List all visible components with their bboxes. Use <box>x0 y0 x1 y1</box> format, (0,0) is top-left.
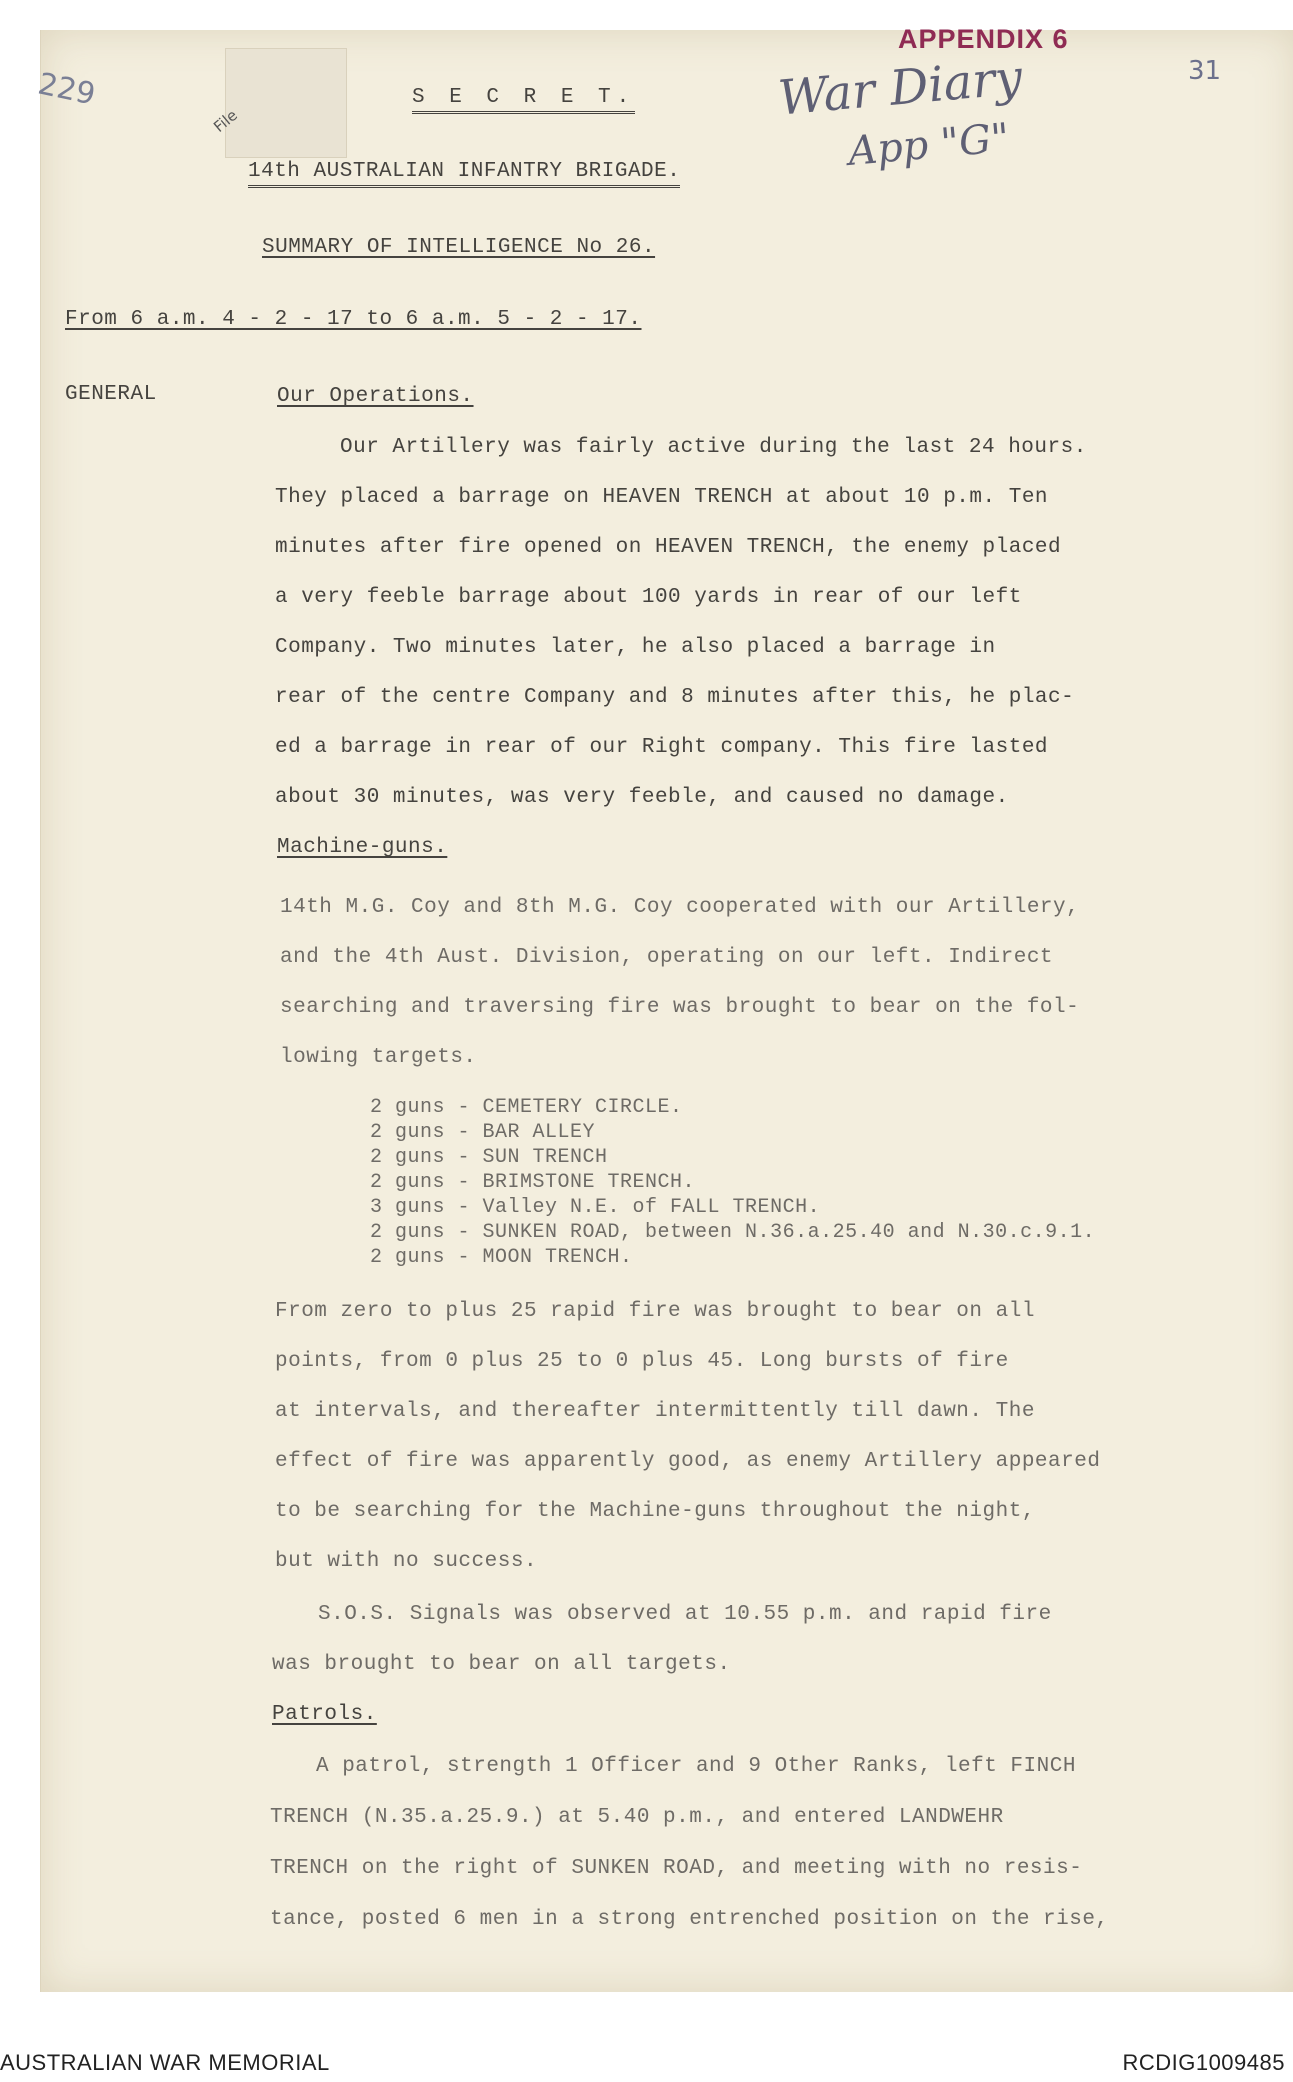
text-line: minutes after fire opened on HEAVEN TRENCH, the enemy placed <box>275 536 1062 559</box>
text-line: Company. Two minutes later, he also placed a barrage in <box>275 636 996 659</box>
target-item: 2 guns - MOON TRENCH. <box>370 1246 633 1269</box>
text-line: TRENCH on the right of SUNKEN ROAD, and meeting with no resis- <box>270 1857 1083 1880</box>
text-line: and the 4th Aust. Division, operating on our left. Indirect <box>280 946 1054 969</box>
text-line: TRENCH (N.35.a.25.9.) at 5.40 p.m., and entered LANDWEHR <box>270 1806 1004 1829</box>
text-line: to be searching for the Machine-guns throughout the night, <box>275 1500 1035 1523</box>
side-heading: GENERAL <box>65 383 157 406</box>
footer-institution: AUSTRALIAN WAR MEMORIAL <box>0 2050 330 2075</box>
text-line: but with no success. <box>275 1550 538 1573</box>
text-line: From zero to plus 25 rapid fire was brought to bear on all <box>275 1300 1035 1323</box>
text-line: lowing targets. <box>280 1046 477 1069</box>
text-line: tance, posted 6 men in a strong entrenched position on the rise, <box>270 1908 1109 1931</box>
archive-number: 229 <box>34 66 99 113</box>
text-line: about 30 minutes, was very feeble, and caused no damage. <box>275 786 1009 809</box>
text-line: was brought to bear on all targets. <box>272 1653 731 1676</box>
target-item: 3 guns - Valley N.E. of FALL TRENCH. <box>370 1196 821 1219</box>
handwritten-war-diary: War Diary <box>776 49 1025 127</box>
text-line: points, from 0 plus 25 to 0 plus 45. Long bursts of fire <box>275 1350 1009 1373</box>
text-line: rear of the centre Company and 8 minutes after this, he plac- <box>275 686 1075 709</box>
text-line: 14th M.G. Coy and 8th M.G. Coy cooperated with our Artillery, <box>280 896 1080 919</box>
footer-record-id: RCDIG1009485 <box>1122 2050 1285 2075</box>
text-line: A patrol, strength 1 Officer and 9 Other Ranks, left FINCH <box>316 1755 1076 1778</box>
text-line: S.O.S. Signals was observed at 10.55 p.m. and rapid fire <box>318 1603 1052 1626</box>
period-line: From 6 a.m. 4 - 2 - 17 to 6 a.m. 5 - 2 - 17. <box>65 308 642 331</box>
text-line: effect of fire was apparently good, as enemy Artillery appeared <box>275 1450 1101 1473</box>
target-item: 2 guns - SUN TRENCH <box>370 1146 608 1169</box>
unit-heading: 14th AUSTRALIAN INFANTRY BRIGADE. <box>248 160 680 188</box>
text-line: ed a barrage in rear of our Right company. This fire lasted <box>275 736 1049 759</box>
handwritten-appendix-ref: App "G" <box>846 115 1012 175</box>
text-line: a very feeble barrage about 100 yards in rear of our left <box>275 586 1022 609</box>
classification-heading: S E C R E T. <box>412 86 635 114</box>
file-label: File <box>210 106 241 136</box>
text-line: Our Artillery was fairly active during the last 24 hours. <box>340 436 1087 459</box>
summary-title: SUMMARY OF INTELLIGENCE No 26. <box>262 236 656 259</box>
target-item: 2 guns - CEMETERY CIRCLE. <box>370 1096 683 1119</box>
target-item: 2 guns - BRIMSTONE TRENCH. <box>370 1171 696 1194</box>
page-number: 31 <box>1188 56 1222 86</box>
section-heading-machine-guns: Machine-guns. <box>277 836 448 859</box>
section-heading-operations: Our Operations. <box>277 385 474 408</box>
text-line: They placed a barrage on HEAVEN TRENCH at about 10 p.m. Ten <box>275 486 1049 509</box>
text-line: at intervals, and thereafter intermittently till dawn. The <box>275 1400 1035 1423</box>
file-tab <box>225 48 347 158</box>
target-item: 2 guns - BAR ALLEY <box>370 1121 596 1144</box>
text-line: searching and traversing fire was brought to bear on the fol- <box>280 996 1080 1019</box>
section-heading-patrols: Patrols. <box>272 1703 377 1726</box>
appendix-stamp: APPENDIX 6 <box>898 24 1069 54</box>
target-item: 2 guns - SUNKEN ROAD, between N.36.a.25.40 and N.30.c.9.1. <box>370 1221 1096 1244</box>
